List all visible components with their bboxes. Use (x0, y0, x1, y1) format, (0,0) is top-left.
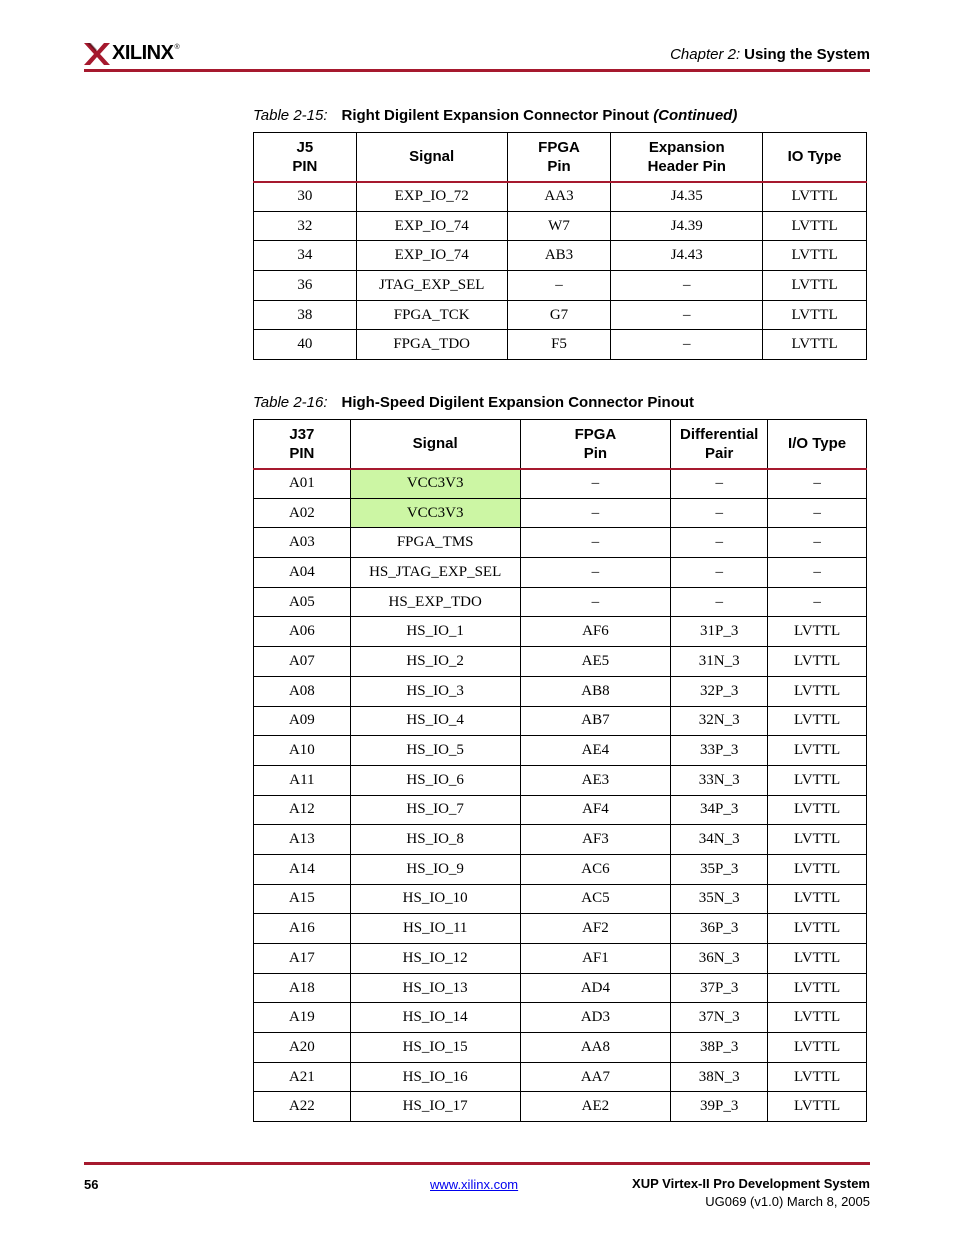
table-cell: A14 (254, 854, 351, 884)
table-row (254, 330, 867, 360)
table-cell: LVTTL (763, 271, 867, 301)
table-cell: AE3 (520, 765, 671, 795)
table-row (254, 825, 867, 855)
table-cell: LVTTL (768, 765, 867, 795)
table-cell: A06 (254, 617, 351, 647)
table16-caption-number: Table 2-16: (253, 394, 328, 411)
table15-caption-title: Right Digilent Expansion Connector Pinout (341, 107, 650, 124)
column-header-text: Pin (547, 157, 571, 175)
table-cell: AD4 (520, 973, 671, 1003)
table-row (254, 241, 867, 271)
table-cell: – (611, 330, 763, 360)
table-cell: AF3 (520, 825, 671, 855)
column-header-text: IO Type (787, 148, 842, 166)
table-cell: AA3 (507, 182, 611, 212)
table-row (254, 617, 867, 647)
table-row (254, 1033, 867, 1063)
table-row (254, 765, 867, 795)
table-cell: 37P_3 (671, 973, 768, 1003)
table-cell: AF6 (520, 617, 671, 647)
table-cell: HS_IO_9 (350, 854, 520, 884)
table-row (254, 587, 867, 617)
table-row (254, 884, 867, 914)
table-cell: LVTTL (768, 617, 867, 647)
table-cell: A22 (254, 1092, 351, 1122)
table-cell: – (671, 498, 768, 528)
table-cell: AB7 (520, 706, 671, 736)
table-cell: AE4 (520, 736, 671, 766)
table-header-row (254, 420, 867, 469)
table-row (254, 271, 867, 301)
table-header-row (254, 133, 867, 182)
column-header (356, 133, 507, 182)
table15-caption-suffix: (Continued) (653, 107, 738, 124)
table-cell: AD3 (520, 1003, 671, 1033)
table-cell: LVTTL (768, 706, 867, 736)
table-cell: 40 (254, 330, 357, 360)
column-header-text: J37 (289, 425, 315, 443)
table-cell: HS_IO_1 (350, 617, 520, 647)
column-header-text: Pin (583, 444, 608, 462)
table-cell: 36P_3 (671, 914, 768, 944)
table-cell: HS_IO_14 (350, 1003, 520, 1033)
table-cell: A08 (254, 676, 351, 706)
column-header-text: FPGA (574, 425, 617, 443)
table-cell: LVTTL (763, 300, 867, 330)
table16-caption (253, 394, 694, 411)
table-cell: LVTTL (768, 647, 867, 677)
table-cell: AA8 (520, 1033, 671, 1063)
table-cell: 36 (254, 271, 357, 301)
table-cell: A07 (254, 647, 351, 677)
table-cell: – (671, 558, 768, 588)
document-title: XUP Virtex-II Pro Development System (632, 1176, 870, 1191)
table16-pinout (253, 419, 867, 1122)
table-cell: A05 (254, 587, 351, 617)
column-header-text: Pair (705, 444, 734, 462)
table-cell: 33P_3 (671, 736, 768, 766)
table-cell: EXP_IO_74 (356, 211, 507, 241)
table-row (254, 795, 867, 825)
table-row (254, 973, 867, 1003)
table-cell: AC5 (520, 884, 671, 914)
table-cell: – (611, 300, 763, 330)
table-cell: HS_IO_3 (350, 676, 520, 706)
table-cell: 34N_3 (671, 825, 768, 855)
table-cell: – (520, 528, 671, 558)
table-row (254, 914, 867, 944)
table-cell: 38 (254, 300, 357, 330)
table-cell: HS_IO_6 (350, 765, 520, 795)
table-cell: LVTTL (768, 1062, 867, 1092)
table-cell: HS_IO_4 (350, 706, 520, 736)
column-header (763, 133, 867, 182)
table-cell: AB3 (507, 241, 611, 271)
table-cell: 32N_3 (671, 706, 768, 736)
table-row (254, 1092, 867, 1122)
table-cell: LVTTL (763, 241, 867, 271)
table-cell: HS_IO_13 (350, 973, 520, 1003)
table-cell: EXP_IO_74 (356, 241, 507, 271)
page-header (84, 40, 870, 72)
table-cell: A02 (254, 498, 351, 528)
table-cell: AF2 (520, 914, 671, 944)
table-cell: J4.39 (611, 211, 763, 241)
chapter-heading (670, 46, 870, 63)
table-row (254, 182, 867, 212)
table-cell: LVTTL (768, 1092, 867, 1122)
table-row (254, 558, 867, 588)
table-cell: LVTTL (763, 330, 867, 360)
column-header (671, 420, 768, 469)
column-header (520, 420, 671, 469)
table-cell: HS_IO_5 (350, 736, 520, 766)
table-cell: LVTTL (763, 182, 867, 212)
logo-registered-mark: ® (174, 44, 180, 51)
table-cell: A13 (254, 825, 351, 855)
column-header (350, 420, 520, 469)
chapter-title: Using the System (744, 46, 870, 63)
table15-caption (253, 107, 737, 124)
column-header-text: Signal (412, 435, 458, 453)
table-cell: – (768, 528, 867, 558)
column-header-text: FPGA (538, 138, 580, 156)
table-cell: LVTTL (768, 854, 867, 884)
table-cell: J4.35 (611, 182, 763, 212)
table-cell: LVTTL (768, 825, 867, 855)
table-row (254, 469, 867, 499)
table-cell: A04 (254, 558, 351, 588)
column-header (507, 133, 611, 182)
table-cell: 32 (254, 211, 357, 241)
table-cell: JTAG_EXP_SEL (356, 271, 507, 301)
table-cell: 34P_3 (671, 795, 768, 825)
table-cell: LVTTL (768, 736, 867, 766)
table-cell: J4.43 (611, 241, 763, 271)
table-cell: – (520, 587, 671, 617)
table-cell: 37N_3 (671, 1003, 768, 1033)
table-cell: AE2 (520, 1092, 671, 1122)
table-cell: 35N_3 (671, 884, 768, 914)
table-cell: FPGA_TCK (356, 300, 507, 330)
table-cell: HS_IO_11 (350, 914, 520, 944)
table15-caption-number: Table 2-15: (253, 107, 328, 124)
table-row (254, 944, 867, 974)
table-cell: HS_IO_15 (350, 1033, 520, 1063)
table-cell: HS_IO_2 (350, 647, 520, 677)
table-cell: A11 (254, 765, 351, 795)
table-row (254, 300, 867, 330)
table-cell: W7 (507, 211, 611, 241)
table-cell: A16 (254, 914, 351, 944)
table-cell: VCC3V3 (350, 469, 520, 499)
table-cell: HS_IO_7 (350, 795, 520, 825)
table-cell: – (520, 469, 671, 499)
table-cell: AB8 (520, 676, 671, 706)
table-cell: F5 (507, 330, 611, 360)
table16-caption-title: High-Speed Digilent Expansion Connector Pinout (341, 394, 695, 411)
column-header-text: PIN (292, 157, 318, 175)
column-header (254, 133, 357, 182)
table-cell: 33N_3 (671, 765, 768, 795)
table-cell: 30 (254, 182, 357, 212)
column-header (254, 420, 351, 469)
table-cell: LVTTL (768, 884, 867, 914)
table-cell: EXP_IO_72 (356, 182, 507, 212)
column-header-text: Header Pin (647, 157, 726, 175)
table-cell: AF4 (520, 795, 671, 825)
table-cell: AA7 (520, 1062, 671, 1092)
chapter-prefix: Chapter 2: (670, 46, 741, 63)
table-cell: A12 (254, 795, 351, 825)
table-cell: HS_IO_8 (350, 825, 520, 855)
logo-text: XILINX (112, 42, 174, 64)
column-header-text: Expansion (648, 138, 725, 156)
column-header (768, 420, 867, 469)
table-cell: LVTTL (768, 914, 867, 944)
table-cell: A15 (254, 884, 351, 914)
table-cell: – (520, 498, 671, 528)
table-cell: 34 (254, 241, 357, 271)
table-cell: A03 (254, 528, 351, 558)
table-cell: HS_IO_10 (350, 884, 520, 914)
table-cell: AC6 (520, 854, 671, 884)
footer-rule (84, 1162, 870, 1165)
table-cell: – (520, 558, 671, 588)
table-cell: A20 (254, 1033, 351, 1063)
table-cell: 36N_3 (671, 944, 768, 974)
column-header-text: PIN (289, 444, 315, 462)
column-header-text: I/O Type (788, 435, 847, 453)
xilinx-logo (84, 42, 180, 65)
table-cell: 38N_3 (671, 1062, 768, 1092)
table-row (254, 1062, 867, 1092)
column-header-text: Signal (409, 148, 455, 166)
table-cell: LVTTL (768, 944, 867, 974)
table-cell: 39P_3 (671, 1092, 768, 1122)
table-row (254, 1003, 867, 1033)
table-cell: HS_JTAG_EXP_SEL (350, 558, 520, 588)
table-row (254, 498, 867, 528)
table-cell: A01 (254, 469, 351, 499)
table-row (254, 211, 867, 241)
xilinx-x-icon (84, 43, 110, 65)
table-cell: – (768, 498, 867, 528)
table-cell: HS_IO_12 (350, 944, 520, 974)
table-cell: – (671, 587, 768, 617)
table-cell: – (671, 528, 768, 558)
table-cell: 31N_3 (671, 647, 768, 677)
column-header-text: J5 (296, 138, 314, 156)
table-row (254, 706, 867, 736)
table-row (254, 647, 867, 677)
table-cell: 31P_3 (671, 617, 768, 647)
header-rule (84, 69, 870, 72)
table-cell: A21 (254, 1062, 351, 1092)
table15-pinout (253, 132, 867, 360)
table-cell: 35P_3 (671, 854, 768, 884)
table-cell: – (768, 587, 867, 617)
table-cell: 38P_3 (671, 1033, 768, 1063)
table-cell: LVTTL (768, 1003, 867, 1033)
table-cell: HS_EXP_TDO (350, 587, 520, 617)
table-cell: FPGA_TDO (356, 330, 507, 360)
table-cell: VCC3V3 (350, 498, 520, 528)
table-cell: A09 (254, 706, 351, 736)
table-cell: A17 (254, 944, 351, 974)
table-cell: LVTTL (768, 676, 867, 706)
table-row (254, 736, 867, 766)
page-number: 56 (84, 1177, 99, 1192)
table-cell: A10 (254, 736, 351, 766)
table-cell: – (611, 271, 763, 301)
table-cell: LVTTL (763, 211, 867, 241)
column-header (611, 133, 763, 182)
table-cell: A18 (254, 973, 351, 1003)
xilinx-website-link[interactable]: www.xilinx.com (430, 1177, 519, 1192)
table-cell: HS_IO_17 (350, 1092, 520, 1122)
document-id: UG069 (v1.0) March 8, 2005 (705, 1194, 870, 1209)
table-cell: AF1 (520, 944, 671, 974)
table-cell: – (768, 558, 867, 588)
table-cell: LVTTL (768, 973, 867, 1003)
table-cell: – (671, 469, 768, 499)
table-cell: FPGA_TMS (350, 528, 520, 558)
table-cell: – (768, 469, 867, 499)
table-cell: 32P_3 (671, 676, 768, 706)
column-header-text: Differential (680, 425, 759, 443)
table-cell: HS_IO_16 (350, 1062, 520, 1092)
table-cell: AE5 (520, 647, 671, 677)
table-row (254, 528, 867, 558)
table-row (254, 676, 867, 706)
table-cell: – (507, 271, 611, 301)
table-cell: G7 (507, 300, 611, 330)
table-cell: LVTTL (768, 795, 867, 825)
table-cell: LVTTL (768, 1033, 867, 1063)
table-row (254, 854, 867, 884)
table-cell: A19 (254, 1003, 351, 1033)
